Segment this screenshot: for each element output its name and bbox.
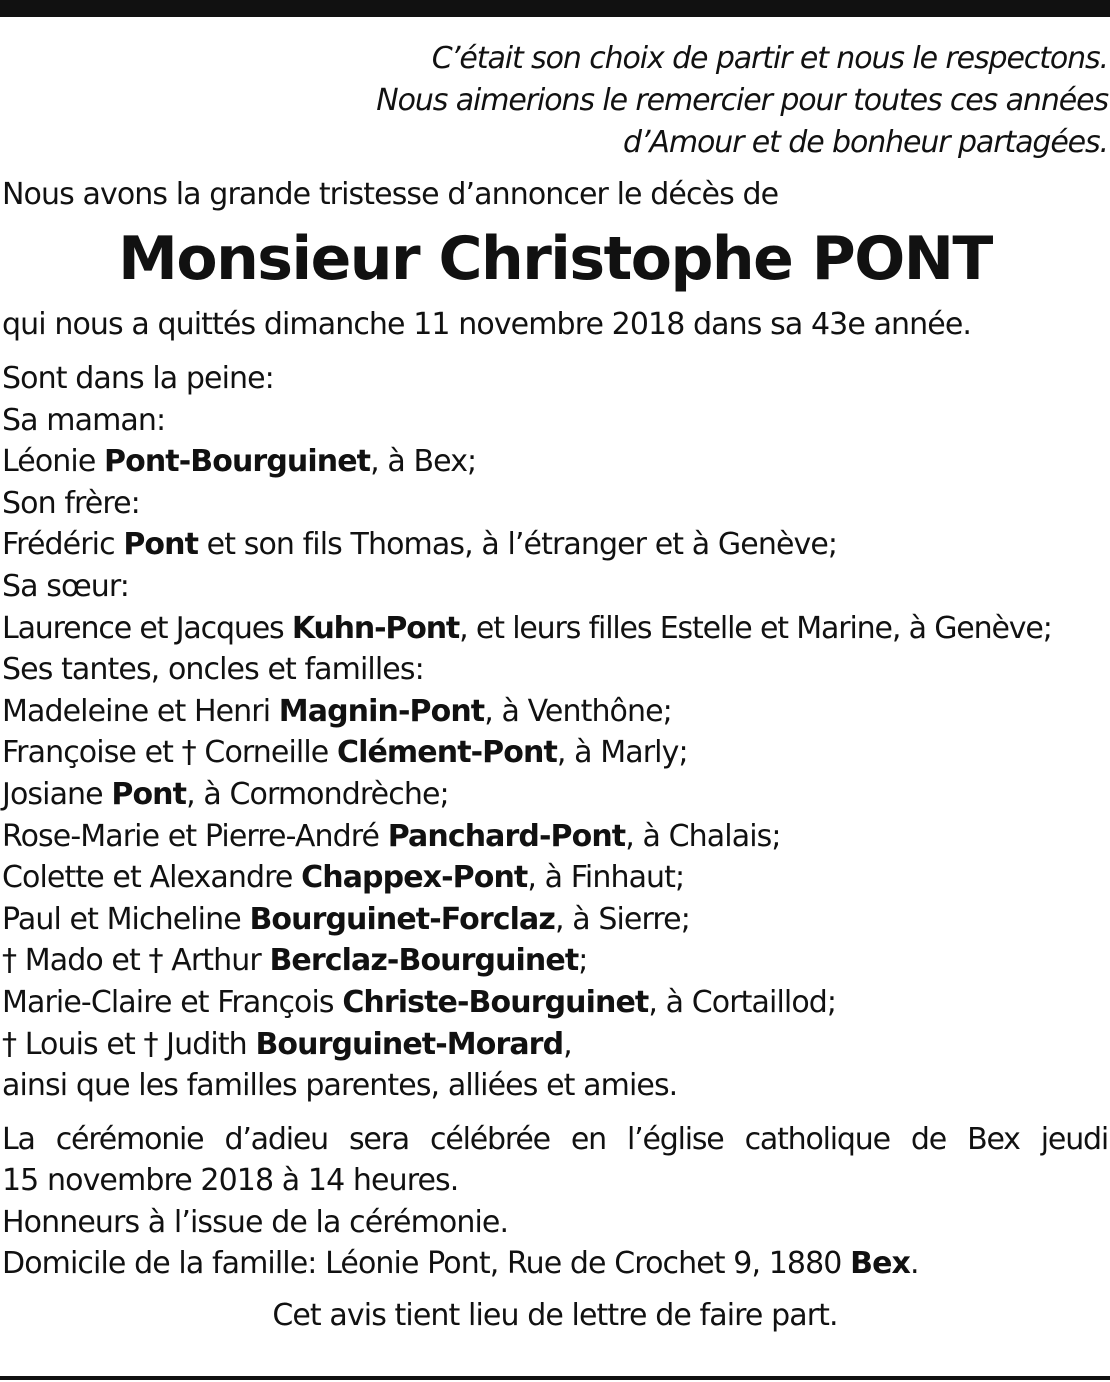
announcement-intro: Nous avons la grande tristesse d’annoncer le décès de — [2, 177, 779, 212]
family-line: Sont dans la peine: — [2, 361, 274, 396]
family-line: Frédéric Pont et son fils Thomas, à l’étranger et à Genève; — [2, 527, 838, 563]
family-line: Madeleine et Henri Magnin-Pont, à Venthône; — [2, 693, 672, 729]
obituary-notice — [0, 38, 1110, 1337]
epigraph-quote — [0, 38, 1110, 164]
ceremony-line: La cérémonie d’adieu sera célébrée en l’église catholique de Bex jeudi — [2, 1121, 1108, 1157]
quote-line: d’Amour et de bonheur partagées. — [623, 125, 1108, 160]
family-line: Françoise et † Corneille Clément-Pont, à Marly; — [2, 735, 688, 771]
family-domicile: Domicile de la famille: Léonie Pont, Rue de Crochet 9, 1880 Bex. — [2, 1246, 919, 1282]
closing-note: Cet avis tient lieu de lettre de faire part. — [272, 1298, 838, 1334]
family-line: Josiane Pont, à Cormondrèche; — [2, 776, 449, 812]
family-line: † Mado et † Arthur Berclaz-Bourguinet; — [2, 943, 588, 979]
family-line: Marie-Claire et François Christe-Bourguinet, à Cortaillod; — [2, 984, 837, 1020]
family-line: Ses tantes, oncles et familles: — [2, 652, 424, 688]
quote-line: C’était son choix de partir et nous le respectons. — [431, 41, 1108, 76]
family-line: † Louis et † Judith Bourguinet-Morard, — [2, 1026, 572, 1062]
quote-line: Nous aimerions le remercier pour toutes ces années — [376, 83, 1108, 118]
family-line: Colette et Alexandre Chappex-Pont, à Finhaut; — [2, 860, 685, 896]
family-line: Rose-Marie et Pierre-André Panchard-Pont, à Chalais; — [2, 818, 781, 854]
family-line: Sa maman: — [2, 402, 166, 438]
top-rule — [0, 0, 1110, 17]
ceremony-line: 15 novembre 2018 à 14 heures. — [2, 1163, 459, 1199]
deceased-name: Monsieur Christophe PONT — [118, 224, 992, 294]
family-line: Paul et Micheline Bourguinet-Forclaz, à Sierre; — [2, 901, 690, 937]
family-list — [0, 358, 1110, 1107]
family-line: Son frère: — [2, 485, 140, 521]
family-line: Sa sœur: — [2, 568, 130, 604]
family-line: Léonie Pont-Bourguinet, à Bex; — [2, 444, 477, 480]
family-line: ainsi que les familles parentes, alliées et amies. — [2, 1068, 678, 1104]
bottom-rule — [0, 1376, 1110, 1380]
family-line: Laurence et Jacques Kuhn-Pont, et leurs filles Estelle et Marine, à Genève; — [2, 610, 1052, 646]
ceremony-details — [0, 1119, 1110, 1285]
death-notice: qui nous a quittés dimanche 11 novembre 2018 dans sa 43e année. — [2, 307, 972, 342]
ceremony-line: Honneurs à l’issue de la cérémonie. — [2, 1204, 509, 1240]
